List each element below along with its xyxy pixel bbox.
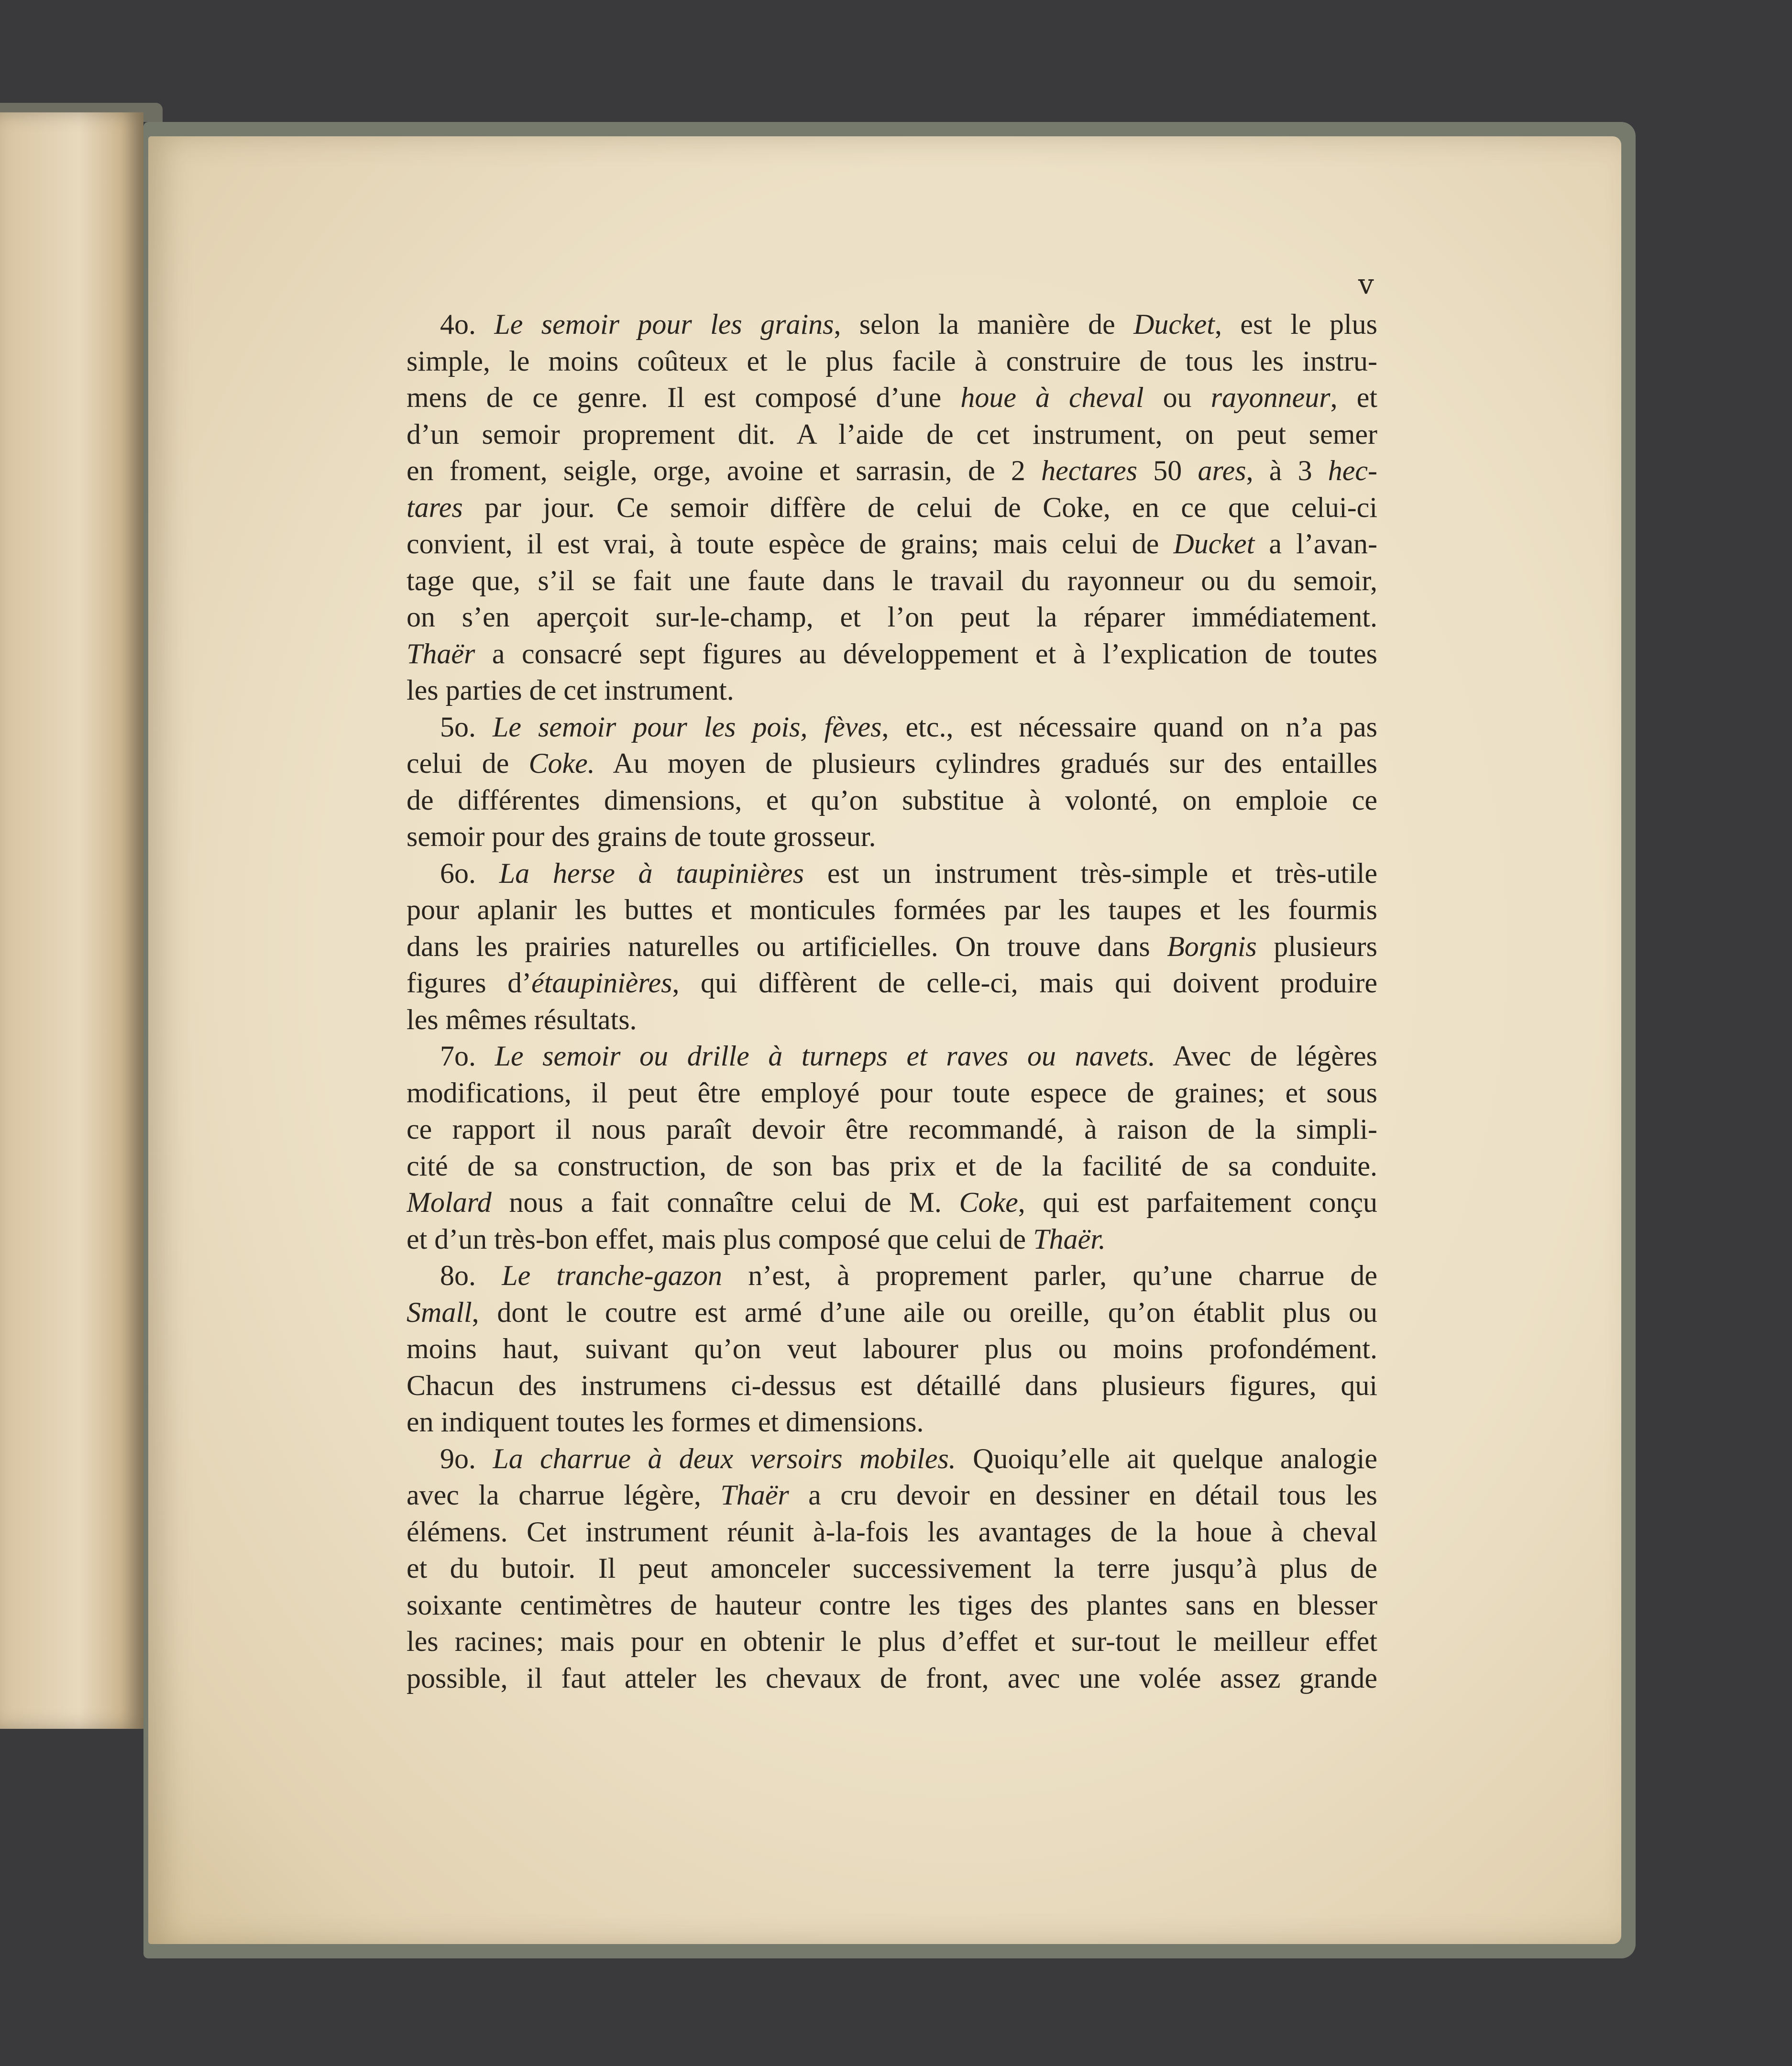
- text-line: [407, 709, 1377, 746]
- italic-run: Ducket: [1173, 528, 1255, 560]
- italic-run: Coke: [959, 1187, 1018, 1218]
- text-run: convient, il est vrai, à toute espèce de grains; mais celui de: [407, 528, 1174, 560]
- text-line: [407, 526, 1377, 562]
- text-line: [407, 1623, 1377, 1660]
- italic-run: La charrue à deux versoirs mobiles.: [493, 1442, 956, 1474]
- text-line: [407, 452, 1377, 489]
- text-run: on s’en aperçoit sur-le-champ, et l’on peut la réparer immédiatement.: [407, 601, 1377, 633]
- text-run: 4o.: [440, 308, 495, 340]
- italic-run: La herse à taupinières: [499, 857, 804, 889]
- text-run: cité de sa construction, de son bas prix et de la facilité de sa conduite.: [407, 1150, 1377, 1182]
- text-run: Au moyen de plusieurs cylindres gradués sur des entailles: [594, 747, 1377, 779]
- text-line: [407, 1075, 1377, 1111]
- text-run: dans les prairies naturelles ou artificielles. On trouve dans: [407, 930, 1167, 962]
- text-line: [407, 1550, 1377, 1587]
- italic-run: étaupinières: [531, 967, 672, 999]
- text-run: , etc., est nécessaire quand on n’a pas: [881, 711, 1377, 743]
- text-run: ce rapport il nous paraît devoir être recommandé, à raison de la simpli-: [407, 1113, 1377, 1145]
- text-line: [407, 1221, 1377, 1258]
- text-line: [407, 1038, 1377, 1075]
- text-line: [407, 306, 1377, 343]
- text-line: [407, 1001, 1377, 1038]
- text-run: les parties de cet instrument.: [407, 674, 734, 706]
- text-line: [407, 489, 1377, 526]
- text-line: [407, 1330, 1377, 1367]
- text-run: soixante centimètres de hauteur contre les tiges des plantes sans en blesser: [407, 1589, 1377, 1621]
- text-line: [407, 1404, 1377, 1440]
- italic-run: Molard: [407, 1187, 492, 1218]
- text-run: , qui est parfaitement conçu: [1018, 1187, 1377, 1218]
- text-line: [407, 891, 1377, 928]
- text-run: les mêmes résultats.: [407, 1003, 637, 1035]
- text-line: [407, 965, 1377, 1001]
- text-line: [407, 818, 1377, 855]
- italic-run: Thaër.: [1033, 1223, 1106, 1255]
- italic-run: Borgnis: [1167, 930, 1257, 962]
- text-line: [407, 636, 1377, 672]
- text-run: possible, il faut atteler les chevaux de front, avec une volée assez grande: [407, 1662, 1377, 1694]
- text-run: par jour. Ce semoir diffère de celui de Coke, en ce que celui-ci: [462, 491, 1377, 523]
- text-run: avec la charrue légère,: [407, 1479, 721, 1511]
- text-run: Chacun des instrumens ci-dessus est détaillé dans plusieurs figures, qui: [407, 1369, 1377, 1401]
- text-line: [407, 343, 1377, 380]
- text-line: [407, 599, 1377, 636]
- paragraph: [407, 855, 1377, 1038]
- text-line: [407, 855, 1377, 892]
- text-run: , et: [1330, 382, 1377, 413]
- text-run: , est le plus: [1214, 308, 1377, 340]
- text-run: et d’un très-bon effet, mais plus composé que celui de: [407, 1223, 1033, 1255]
- text-run: plusieurs: [1256, 930, 1377, 962]
- text-run: a l’avan-: [1254, 528, 1377, 560]
- text-run: , selon la manière de: [834, 308, 1134, 340]
- text-line: [407, 672, 1377, 709]
- text-run: les racines; mais pour en obtenir le plus d’effet et sur-tout le meilleur effet: [407, 1626, 1377, 1657]
- text-line: [407, 1367, 1377, 1404]
- text-run: a cru devoir en dessiner en détail tous les: [789, 1479, 1377, 1511]
- italic-run: Ducket: [1133, 308, 1215, 340]
- text-run: 7o.: [440, 1040, 495, 1072]
- text-run: pour aplanir les buttes et monticules formées par les taupes et les fourmis: [407, 894, 1377, 925]
- text-line: [407, 1257, 1377, 1294]
- paragraph: [407, 306, 1377, 709]
- italic-run: Le semoir ou drille à turneps et raves ou navets.: [495, 1040, 1155, 1072]
- text-run: 5o.: [440, 711, 493, 743]
- text-run: semoir pour des grains de toute grosseur.: [407, 821, 876, 852]
- italic-run: rayonneur: [1210, 382, 1330, 413]
- text-run: , qui diffèrent de celle-ci, mais qui doivent produire: [672, 967, 1377, 999]
- italic-run: Le semoir pour les pois, fèves: [493, 711, 882, 743]
- text-run: 9o.: [440, 1442, 493, 1474]
- text-run: moins haut, suivant qu’on veut labourer plus ou moins profondément.: [407, 1333, 1377, 1364]
- text-run: tage que, s’il se fait une faute dans le travail du rayonneur ou du semoir,: [407, 564, 1377, 596]
- italic-run: Le semoir pour les grains: [494, 308, 834, 340]
- text-line: [407, 1294, 1377, 1331]
- text-run: n’est, à proprement parler, qu’une charrue de: [722, 1260, 1377, 1291]
- text-run: de différentes dimensions, et qu’on substitue à volonté, on emploie ce: [407, 784, 1377, 816]
- text-run: 6o.: [440, 857, 499, 889]
- italic-run: Thaër: [407, 637, 475, 670]
- text-run: 50: [1137, 455, 1198, 486]
- page-number: v: [1358, 268, 1374, 300]
- text-run: d’un semoir proprement dit. A l’aide de cet instrument, on peut semer: [407, 418, 1377, 450]
- text-line: [407, 1660, 1377, 1697]
- italic-run: hectares: [1041, 455, 1138, 486]
- paragraph: [407, 1038, 1377, 1257]
- paragraph: [407, 1440, 1377, 1697]
- text-line: [407, 1148, 1377, 1185]
- text-line: [407, 1514, 1377, 1550]
- text-line: [407, 928, 1377, 965]
- italic-run: Coke.: [528, 747, 595, 779]
- text-line: [407, 562, 1377, 599]
- text-run: ou: [1143, 382, 1211, 413]
- text-run: figures d’: [407, 967, 532, 999]
- text-run: élémens. Cet instrument réunit à-la-fois les avantages de la houe à cheval: [407, 1516, 1377, 1548]
- italic-run: houe à cheval: [960, 382, 1144, 413]
- text-run: a consacré sept figures au développement et à l’explication de toutes: [475, 637, 1377, 670]
- text-run: en froment, seigle, orge, avoine et sarrasin, de 2: [407, 455, 1042, 486]
- text-line: [407, 1477, 1377, 1514]
- text-run: en indiquent toutes les formes et dimensions.: [407, 1406, 924, 1438]
- text-run: simple, le moins coûteux et le plus facile à construire de tous les instru-: [407, 345, 1377, 377]
- text-run: 8o.: [440, 1260, 502, 1291]
- paragraph: [407, 709, 1377, 855]
- text-line: [407, 1111, 1377, 1148]
- text-run: et du butoir. Il peut amonceler successivement la terre jusqu’à plus de: [407, 1552, 1377, 1584]
- text-line: [407, 745, 1377, 782]
- italic-run: tares: [407, 491, 463, 523]
- italic-run: ares: [1198, 455, 1246, 486]
- text-run: modifications, il peut être employé pour toute espece de graines; et sous: [407, 1077, 1377, 1109]
- italic-run: hec-: [1328, 455, 1377, 486]
- text-line: [407, 379, 1377, 416]
- text-run: , à 3: [1246, 455, 1328, 486]
- text-line: [407, 416, 1377, 453]
- text-line: [407, 1440, 1377, 1477]
- text-run: , dont le coutre est armé d’une aile ou oreille, qu’on établit plus ou: [472, 1296, 1377, 1328]
- text-run: est un instrument très-simple et très-utile: [804, 857, 1377, 889]
- text-line: [407, 1587, 1377, 1624]
- italic-run: Le tranche-gazon: [502, 1260, 723, 1291]
- text-run: celui de: [407, 747, 529, 779]
- page-body-text: [407, 306, 1377, 1696]
- text-run: mens de ce genre. Il est composé d’une: [407, 382, 961, 413]
- left-page: [0, 112, 143, 1729]
- text-line: [407, 782, 1377, 819]
- text-run: nous a fait connaître celui de M.: [491, 1187, 959, 1218]
- italic-run: Thaër: [720, 1479, 789, 1511]
- text-run: Avec de légères: [1155, 1040, 1377, 1072]
- paragraph: [407, 1257, 1377, 1440]
- italic-run: Small: [407, 1296, 472, 1328]
- text-line: [407, 1184, 1377, 1221]
- text-run: Quoiqu’elle ait quelque analogie: [956, 1442, 1377, 1474]
